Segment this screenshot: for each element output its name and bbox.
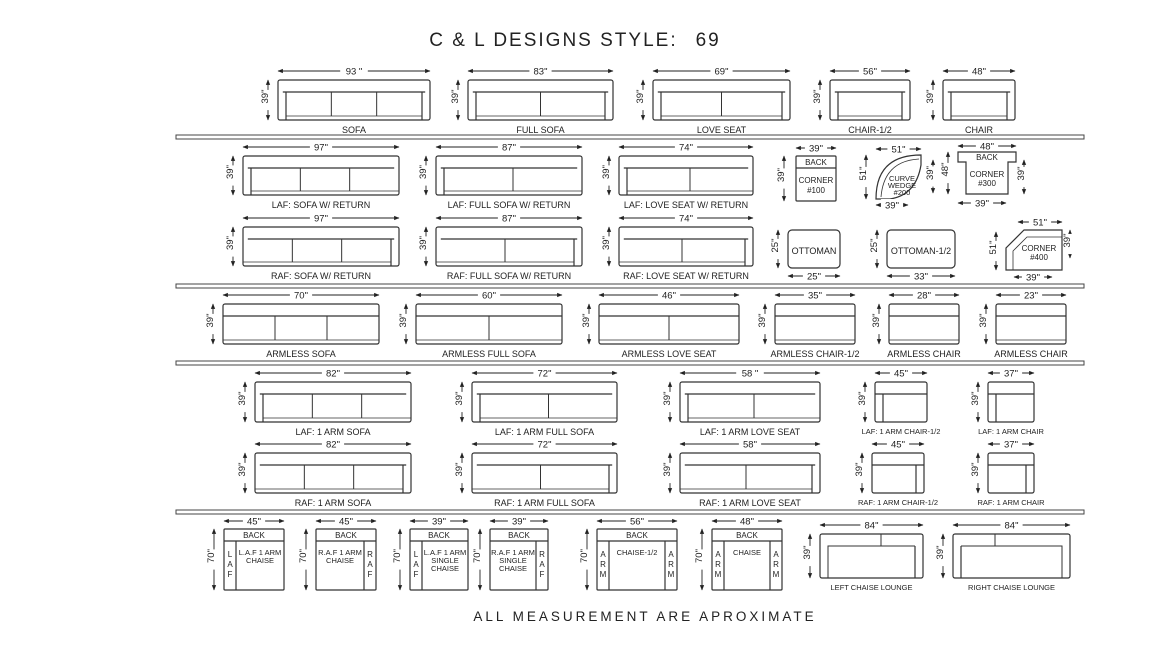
piece-name: CHAIR	[964, 125, 994, 135]
depth-label: 39"	[398, 313, 409, 328]
outline	[943, 80, 1015, 120]
outline	[988, 382, 1034, 422]
width-label: 39"	[1026, 272, 1040, 284]
depth-label: 70"	[472, 549, 483, 563]
back-label: BACK	[736, 531, 758, 540]
raf-1-arm-sofa	[237, 438, 411, 508]
chaise	[694, 515, 782, 590]
side-label: F	[539, 570, 545, 579]
piece-name: FULL SOFA	[516, 125, 565, 135]
side-label: L	[413, 550, 419, 559]
depth-label: 70"	[694, 549, 705, 563]
footer-note: ALL MEASUREMENT ARE APROXIMATE	[473, 609, 817, 624]
right-chaise-lounge	[935, 519, 1070, 592]
laf-1-arm-sofa	[237, 367, 411, 437]
armless-chair	[978, 289, 1068, 359]
depth-label: 70"	[579, 549, 590, 563]
style-number: 69	[695, 30, 721, 51]
width-label: 72"	[537, 368, 552, 380]
depth-label: 39"	[925, 166, 936, 180]
depth-label: 39"	[205, 313, 216, 328]
piece-name: RIGHT CHAISE LOUNGE	[968, 583, 1055, 592]
separator	[176, 284, 1084, 288]
depth-label: 39"	[970, 391, 981, 406]
piece-name: ARMLESS CHAIR-1/2	[770, 349, 860, 359]
outline	[680, 453, 820, 493]
inner-label: CHAISE	[499, 564, 527, 573]
width-label: 33"	[914, 271, 928, 283]
width-label: 84"	[864, 520, 879, 532]
depth-label: 48"	[940, 162, 951, 177]
laf-1-arm-chair	[970, 367, 1045, 436]
depth-label: 39"	[601, 165, 612, 179]
separator	[176, 510, 1084, 514]
piece-name: ARMLESS SOFA	[266, 349, 336, 359]
side-label: R	[773, 560, 779, 569]
piece-name: LOVE SEAT	[696, 125, 747, 135]
piece-name: LAF: SOFA W/ RETURN	[271, 200, 371, 210]
armless-sofa	[205, 289, 379, 359]
piece-name: LAF: 1 ARM LOVE SEAT	[699, 427, 801, 437]
width-label: 39"	[512, 516, 526, 528]
piece-name: RAF: FULL SOFA W/ RETURN	[446, 271, 572, 281]
side-label: R	[668, 560, 674, 569]
outline	[436, 156, 582, 195]
piece-name: CHAIR-1/2	[848, 125, 892, 135]
width-label: 72"	[537, 439, 552, 451]
side-label: R	[367, 550, 373, 559]
depth-label: 39"	[1062, 233, 1073, 248]
piece-name: ARMLESS LOVE SEAT	[621, 349, 717, 359]
depth-label: 39"	[260, 89, 271, 104]
depth-label: 70"	[298, 549, 309, 563]
width-label: 37"	[1004, 439, 1018, 451]
full-sofa	[450, 65, 613, 135]
raf-love-seat-w-return	[601, 212, 753, 281]
outline	[278, 80, 430, 120]
outline	[619, 156, 753, 195]
depth-label: 39"	[854, 462, 865, 477]
piece-name: LEFT CHAISE LOUNGE	[830, 583, 913, 592]
depth-label: 39"	[935, 545, 946, 560]
piece-name: ARMLESS CHAIR	[994, 349, 1068, 359]
chair	[925, 65, 1015, 135]
width-label: 37"	[1004, 368, 1018, 380]
laf-1-arm-chair-1-2	[857, 367, 940, 436]
width-label: 35"	[808, 290, 822, 302]
inner-label: R.A.F 1 ARM	[491, 548, 535, 557]
depth-label: 39"	[662, 391, 673, 406]
width-label: 23"	[1024, 290, 1038, 302]
piece-name: ARMLESS CHAIR	[887, 349, 961, 359]
separator	[176, 361, 1084, 365]
raf-full-sofa-w-return	[418, 212, 582, 281]
inner-label: CHAISE	[431, 564, 459, 573]
side-label: A	[773, 550, 779, 559]
armless-chair	[871, 289, 961, 359]
side-label: A	[413, 560, 419, 569]
outline	[830, 80, 910, 120]
depth-label: 51"	[858, 166, 869, 181]
side-label: F	[413, 570, 419, 579]
corner-100	[776, 142, 836, 201]
width-label: 39"	[885, 200, 899, 212]
depth-label: 39"	[776, 168, 787, 182]
inner-label: CHAISE	[326, 556, 354, 565]
corner-400	[988, 216, 1076, 284]
inner-label: #100	[807, 186, 825, 195]
width-label: 87"	[502, 142, 516, 154]
title-text: C & L DESIGNS STYLE:	[429, 30, 678, 51]
raf-1-arm-love-seat	[662, 438, 820, 508]
side-label: A	[367, 560, 373, 569]
width-label: 56"	[863, 66, 877, 78]
r-a-f-1-arm-single-chaise	[472, 515, 548, 590]
piece-name: ARMLESS FULL SOFA	[442, 349, 536, 359]
inner-label: CHAISE	[246, 556, 274, 565]
piece-name: LAF: 1 ARM CHAIR-1/2	[861, 427, 941, 436]
r-a-f-1-arm-chaise	[298, 515, 376, 590]
piece-name: LAF: LOVE SEAT W/ RETURN	[623, 200, 749, 210]
side-label: A	[600, 550, 606, 559]
outline	[988, 453, 1034, 493]
depth-label: 39"	[635, 89, 646, 104]
outline	[243, 227, 399, 266]
depth-label: 39"	[581, 313, 592, 328]
depth-label: 25"	[770, 238, 781, 253]
inner-label: CORNER	[1021, 244, 1057, 253]
depth-label: 39"	[225, 236, 236, 250]
width-label: 48"	[972, 66, 986, 78]
width-label: 58"	[743, 439, 757, 451]
outline	[243, 156, 399, 195]
curve-wedge-200	[858, 143, 939, 212]
laf-sofa-w-return	[225, 141, 399, 210]
inner-label: R.A.F 1 ARM	[318, 548, 362, 557]
outline	[255, 382, 411, 422]
left-chaise-lounge	[802, 519, 923, 592]
width-label: 39"	[975, 198, 989, 210]
width-label: 60"	[482, 290, 496, 302]
side-label: M	[667, 570, 675, 579]
back-label: BACK	[335, 531, 357, 540]
back-label: BACK	[428, 531, 450, 540]
width-label: 45"	[339, 516, 353, 528]
side-label: R	[539, 550, 545, 559]
width-label: 84"	[1004, 520, 1019, 532]
back-label: BACK	[626, 531, 648, 540]
width-label: 97"	[314, 142, 328, 154]
side-label: A	[227, 560, 233, 569]
back-label: BACK	[243, 531, 265, 540]
outline	[255, 453, 411, 493]
raf-1-arm-full-sofa	[454, 438, 617, 508]
width-label: 45"	[894, 368, 908, 380]
width-label: 48"	[980, 141, 994, 153]
piece-name: SOFA	[341, 125, 367, 135]
raf-sofa-w-return	[225, 212, 399, 281]
width-label: 69"	[714, 66, 729, 78]
width-label: 74"	[679, 213, 693, 225]
outline	[775, 304, 855, 344]
l-a-f-1-arm-single-chaise	[392, 515, 468, 590]
width-label: 39"	[432, 516, 446, 528]
inner-label: #400	[1030, 253, 1048, 262]
depth-label: 39"	[970, 462, 981, 477]
inner-label: CHAISE	[733, 548, 761, 557]
depth-label: 39"	[978, 313, 989, 328]
armless-full-sofa	[398, 289, 562, 359]
armless-chair-1-2	[757, 289, 860, 359]
depth-label: 39"	[418, 236, 429, 250]
side-label: M	[772, 570, 780, 579]
piece-name: LAF: 1 ARM SOFA	[295, 427, 371, 437]
inner-label: CORNER	[798, 176, 834, 185]
piece-name: RAF: LOVE SEAT W/ RETURN	[623, 271, 749, 281]
piece-name: RAF: 1 ARM CHAIR	[977, 498, 1045, 507]
side-label: F	[367, 570, 373, 579]
width-label: 82"	[326, 439, 340, 451]
outline	[619, 227, 753, 266]
width-label: 74"	[679, 142, 693, 154]
inner-label: CURVE	[888, 174, 916, 183]
width-label: 56"	[630, 516, 644, 528]
piece-name: RAF: 1 ARM FULL SOFA	[494, 498, 595, 508]
depth-label: 39"	[454, 462, 465, 477]
depth-label: 39"	[418, 165, 429, 179]
depth-label: 39"	[812, 89, 823, 104]
piece-name: RAF: 1 ARM SOFA	[294, 498, 372, 508]
laf-1-arm-full-sofa	[454, 367, 617, 437]
width-label: 45"	[891, 439, 905, 451]
width-label: 58 "	[741, 368, 759, 380]
depth-label: 39"	[1016, 166, 1027, 181]
piece-name: RAF: 1 ARM CHAIR-1/2	[857, 498, 939, 507]
width-label: 28"	[917, 290, 931, 302]
inner-label: L.A.F 1 ARM	[238, 548, 282, 557]
inner-label: CORNER	[969, 170, 1005, 179]
width-label: 39"	[809, 143, 823, 155]
outline	[472, 453, 617, 493]
side-label: M	[714, 570, 722, 579]
width-label: 46"	[662, 290, 676, 302]
inner-label: #300	[978, 179, 996, 188]
depth-label: 70"	[392, 549, 403, 563]
laf-love-seat-w-return	[601, 141, 753, 210]
raf-1-arm-chair-1-2	[854, 438, 938, 507]
inner-label: CHAISE-1/2	[616, 548, 658, 557]
width-label: 45"	[247, 516, 261, 528]
inner-label: WEDGE	[887, 181, 917, 190]
outline	[680, 382, 820, 422]
depth-label: 25"	[869, 238, 880, 253]
raf-1-arm-chair	[970, 438, 1045, 507]
side-label: M	[599, 570, 607, 579]
side-label: R	[715, 560, 721, 569]
width-label: 25"	[807, 271, 821, 283]
depth-label: 39"	[925, 89, 936, 104]
depth-label: 39"	[237, 391, 248, 406]
depth-label: 70"	[206, 549, 217, 563]
depth-label: 39"	[871, 313, 882, 328]
side-label: F	[227, 570, 233, 579]
depth-label: 39"	[662, 462, 673, 477]
depth-label: 39"	[857, 391, 868, 406]
depth-label: 39"	[454, 391, 465, 406]
piece-name: OTTOMAN	[791, 246, 837, 256]
piece-name: LAF: FULL SOFA W/ RETURN	[447, 200, 571, 210]
piece-name: RAF: SOFA W/ RETURN	[270, 271, 372, 281]
depth-label: 51"	[988, 240, 999, 255]
chair-1-2	[812, 65, 910, 135]
outline	[436, 227, 582, 266]
love-seat	[635, 65, 790, 135]
depth-label: 39"	[450, 89, 461, 104]
outline	[889, 304, 959, 344]
back-label: BACK	[976, 153, 998, 162]
corner-300	[940, 140, 1030, 210]
outline	[223, 304, 379, 344]
side-label: A	[715, 550, 721, 559]
depth-label: 39"	[237, 462, 248, 477]
side-label: A	[668, 550, 674, 559]
width-label: 51"	[1033, 217, 1047, 229]
side-label: L	[227, 550, 233, 559]
chaise-1-2	[579, 515, 677, 590]
piece-name: LAF: 1 ARM FULL SOFA	[494, 427, 595, 437]
inner-label: SINGLE	[431, 556, 459, 565]
outline	[820, 534, 923, 578]
l-a-f-1-arm-chaise	[206, 515, 284, 590]
width-label: 48"	[740, 516, 754, 528]
inner-label: SINGLE	[499, 556, 527, 565]
side-label: A	[539, 560, 545, 569]
piece-name: OTTOMAN-1/2	[890, 246, 952, 256]
armless-love-seat	[581, 289, 739, 359]
inner-label: #200	[893, 188, 911, 197]
separator	[176, 135, 1084, 139]
width-label: 93 "	[345, 66, 363, 78]
ottoman	[770, 230, 840, 283]
depth-label: 39"	[225, 165, 236, 179]
width-label: 51"	[891, 144, 906, 156]
sofa	[260, 65, 430, 135]
outline	[472, 382, 617, 422]
width-label: 82"	[326, 368, 340, 380]
outline	[953, 534, 1070, 578]
laf-full-sofa-w-return	[418, 141, 582, 210]
side-label: R	[600, 560, 606, 569]
piece-name: LAF: 1 ARM CHAIR	[978, 427, 1044, 436]
ottoman-half	[869, 230, 955, 283]
outline	[996, 304, 1066, 344]
width-label: 97"	[314, 213, 328, 225]
laf-1-arm-love-seat	[662, 367, 820, 437]
width-label: 70"	[294, 290, 308, 302]
depth-label: 39"	[601, 236, 612, 250]
inner-label: L.A.F 1 ARM	[423, 548, 467, 557]
width-label: 87"	[502, 213, 516, 225]
piece-name: RAF: 1 ARM LOVE SEAT	[699, 498, 801, 508]
back-label: BACK	[508, 531, 530, 540]
depth-label: 39"	[802, 545, 813, 560]
width-label: 83"	[533, 66, 548, 78]
depth-label: 39"	[757, 313, 768, 328]
back-label: BACK	[805, 158, 827, 167]
